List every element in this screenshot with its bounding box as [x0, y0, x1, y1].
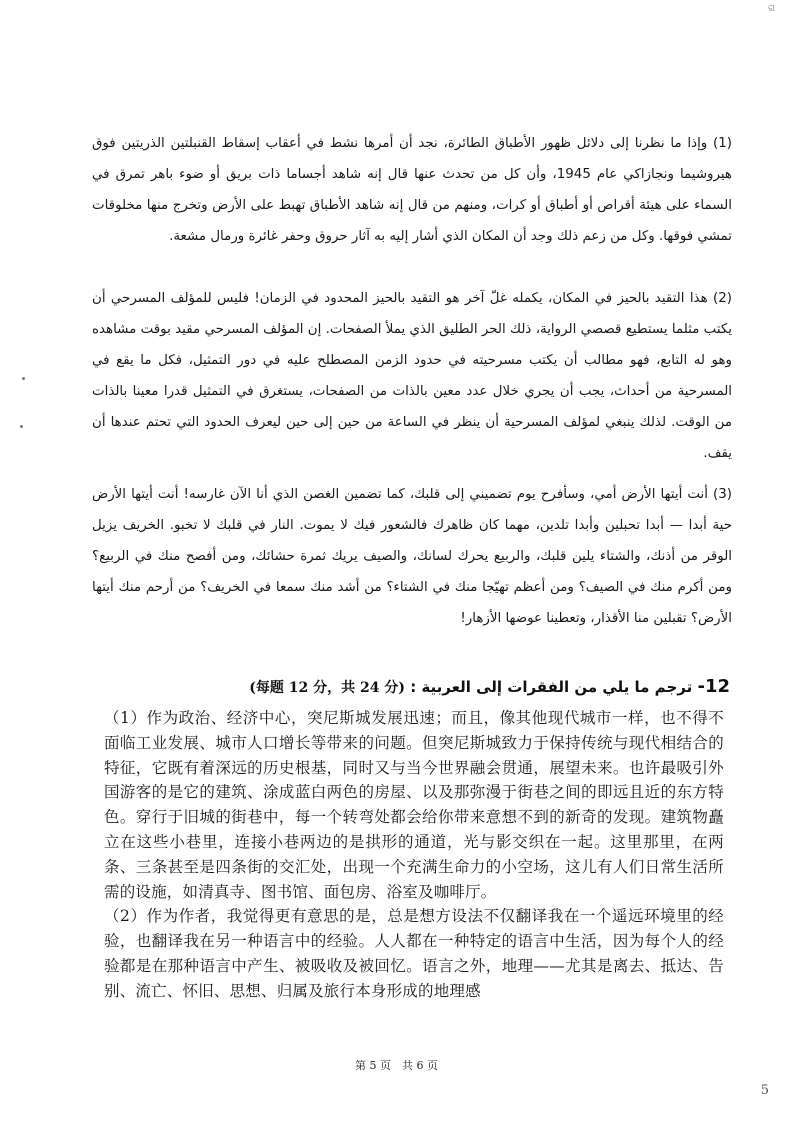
arabic-paragraph: (3) أنت أيتها الأرض أمي، وسأفرح يوم تضميني إلى قلبك، كما تضمين الغصن الذي أنا الآن غارسه! أنت أيتها الأرض حية أبدا — أبدا تحبلين وأبدا تلدين، مهما كان ظاهرك فالشعور فيك لا يموت. النار في قلبك لا تخبو. الخريف يزيل الوقر من أذنك، والشتاء يلين قلبك، والربيع يحرك لسانك، والصيف يريك ثمرة حشائك، ومن أفصح منك في الربيع؟ ومن أكرم منك في الصيف؟ ومن أعظم تهيّجا منك في الشتاء؟ من أشد منك سمعا في الخريف؟ من أرحم منك أيتها الأرض؟ تقبلين منا الأقذار، وتعطينا عوضها الأزهار! — [92, 487, 732, 626]
arabic-passage-2 — [92, 283, 732, 469]
margin-mark — [20, 425, 23, 428]
question-number: 12- — [697, 676, 730, 697]
arabic-passage-3 — [92, 479, 732, 634]
margin-mark — [22, 377, 25, 380]
page-footer: 第 5 页 共 6 页 — [355, 1059, 438, 1072]
arabic-paragraph: (1) وإذا ما نظرنا إلى دلائل ظهور الأطباق الطائرة، نجد أن أمرها نشط في أعقاب إسقاط القنبلتين الذريتين فوق هيروشيما ونجازاكي عام 1945، وأن كل من تحدث عنها قال إنه شاهد أجساما ذات بريق أو ضوء باهر تمرق في السماء على هيئة أقراص أو أطباق أو كرات، ومنهم من قال إنه شاهد الأطباق تهبط على الأرض وتخرج منها مخلوقات تمشي فوقها. وكل من زعم ذلك وجد أن المكان الذي أشار إليه به آثار حروق وحفر غائرة ورمال مشعة. — [92, 136, 732, 244]
arabic-paragraph: (2) هذا التقيد بالحيز في المكان، يكمله غلّ آخر هو التقيد بالحيز المحدود في الزمان! فليس للمؤلف المسرحي أن يكتب مثلما يستطيع قصصي الرواية، ذلك الحر الطليق الذي يملأ الصفحات. إن المؤلف المسرحي مقيد بوقت مشاهده وهو له التابع، فهو مطالب أن يكتب مسرحيته في حدود الزمن المصطلح عليه في دور التمثيل، فكل ما يقع في المسرحية من أحداث، يجب أن يجري خلال عدد معين بالذات من الصفحات، يستغرق في التمثيل قدرا معينا بالذات من الوقت. لذلك ينبغي لمؤلف المسرحية أن ينظر في الساعة من حين إلى حين ليعرف الحدود التي تحتم عندها أن يقف. — [92, 291, 732, 461]
question-score: (每题 12 分，共 24 分) — [249, 680, 405, 696]
chinese-paragraph: （2）作为作者，我觉得更有意思的是，总是想方设法不仅翻译我在一个遥远环境里的经验，也翻译我在另一种语言中的经验。人人都在一种特定的语言中生活，因为每个人的经验都是在那种语言中产生、被吸收及被回忆。语言之外，地理——尤其是离去、抵达、告别、流亡、怀旧、思想、归属及旅行本身形成的地理感 — [104, 907, 724, 1000]
chinese-passages — [104, 706, 724, 1004]
arabic-passage-1 — [92, 128, 732, 252]
corner-mark: ଗ — [768, 4, 775, 14]
question-heading — [200, 676, 730, 697]
page-corner-number: 5 — [760, 1083, 769, 1098]
question-instruction: ترجم ما يلي من الفقرات إلى العربية : — [410, 678, 693, 696]
chinese-paragraph: （1）作为政治、经济中心，突尼斯城发展迅速；而且，像其他现代城市一样，也不得不面临工业发展、城市人口增长等带来的问题。但突尼斯城致力于保持传统与现代相结合的特征，它既有着深远的历史根基，同时又与当今世界融会贯通，展望未来。也许最吸引外国游客的是它的建筑、涂成蓝白两色的房屋、以及那弥漫于街巷之间的即远且近的东方特色。穿行于旧城的街巷中，每一个转弯处都会给你带来意想不到的新奇的发现。建筑物矗立在这些小巷里，连接小巷两边的是拱形的通道，光与影交织在一起。这里那里，在两条、三条甚至是四条街的交汇处，出现一个充满生命力的小空场，这儿有人们日常生活所需的设施，如清真寺、图书馆、面包房、浴室及咖啡厅。 — [104, 709, 724, 901]
